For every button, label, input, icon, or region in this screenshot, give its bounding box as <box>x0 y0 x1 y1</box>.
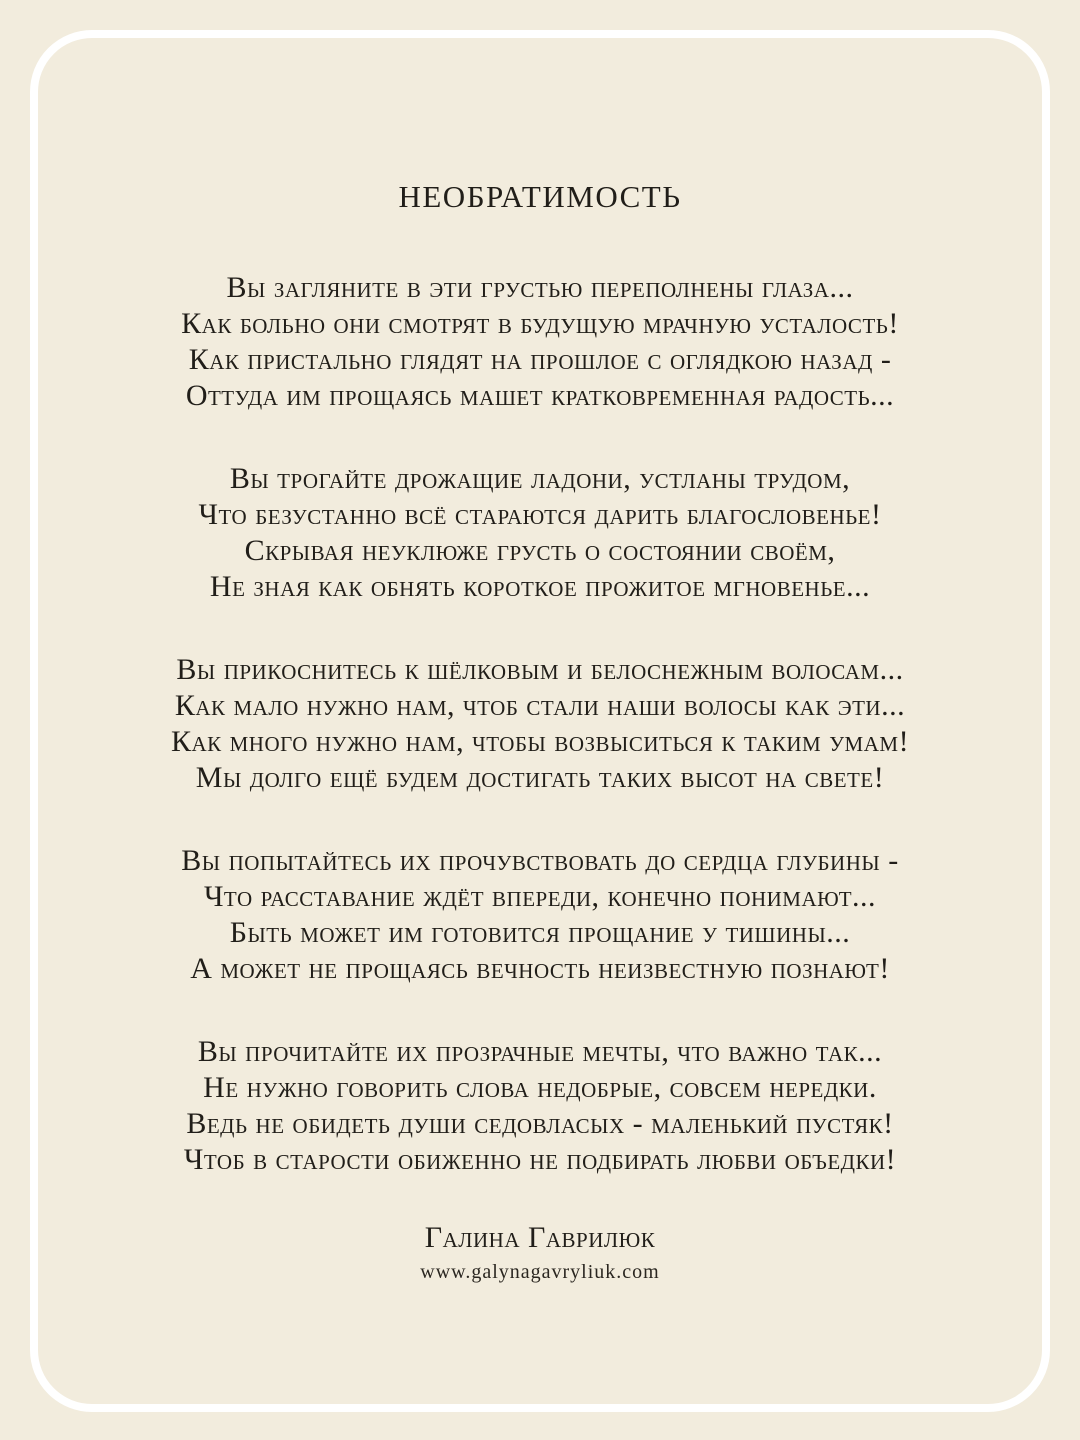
poem-line: А может не прощаясь вечность неизвестную познают! <box>190 952 890 985</box>
poem-line: Быть может им готовится прощание у тишины... <box>229 916 851 949</box>
poem-line: Вы загляните в эти грустью переполнены глаза... <box>226 271 854 304</box>
poem-line: Как пристально глядят на прошлое с оглядкою назад - <box>188 343 892 376</box>
poem-line: Как мало нужно нам, чтоб стали наши волосы как эти... <box>174 689 906 722</box>
poem-line: Что безустанно всё стараются дарить благословенье! <box>198 498 882 531</box>
poem-line: Не нужно говорить слова недобрые, совсем нередки. <box>203 1071 877 1104</box>
poem-line: Как много нужно нам, чтобы возвыситься к таким умам! <box>170 725 910 758</box>
poem-line: Чтоб в старости обиженно не подбирать любви объедки! <box>183 1143 897 1176</box>
stanza-2 <box>0 461 1080 605</box>
stanza-3 <box>0 652 1080 796</box>
stanza-5 <box>0 1034 1080 1178</box>
poem-line: Не зная как обнять короткое прожитое мгновенье... <box>209 570 871 603</box>
stanza-1 <box>0 270 1080 414</box>
poem-line: Как больно они смотрят в будущую мрачную усталость! <box>181 307 899 340</box>
author-website: www.galynagavryliuk.com <box>420 1261 660 1283</box>
poem-line: Вы трогайте дрожащие ладони, устланы трудом, <box>229 462 851 495</box>
poem-line: Мы долго ещё будем достигать таких высот на свете! <box>195 761 885 794</box>
poem-line: Вы прочитайте их прозрачные мечты, что важно так... <box>197 1035 883 1068</box>
poem-line: Вы прикоснитесь к шёлковым и белоснежным волосам... <box>176 653 904 686</box>
poem-title: НЕОБРАТИМОСТЬ <box>398 179 682 214</box>
poem-line: Вы попытайтесь их прочувствовать до сердца глубины - <box>181 844 899 877</box>
poem-line: Скрывая неуклюже грусть о состоянии своём, <box>244 534 836 567</box>
poem-line: Оттуда им прощаясь машет кратковременная радость... <box>185 379 895 412</box>
poem-line: Что расставание ждёт впереди, конечно понимают... <box>203 880 877 913</box>
stanza-4 <box>0 843 1080 987</box>
author-block <box>0 1220 1080 1286</box>
author-name: Галина Гаврилюк <box>424 1221 656 1254</box>
poem-line: Ведь не обидеть души седовласых - маленький пустяк! <box>186 1107 894 1140</box>
